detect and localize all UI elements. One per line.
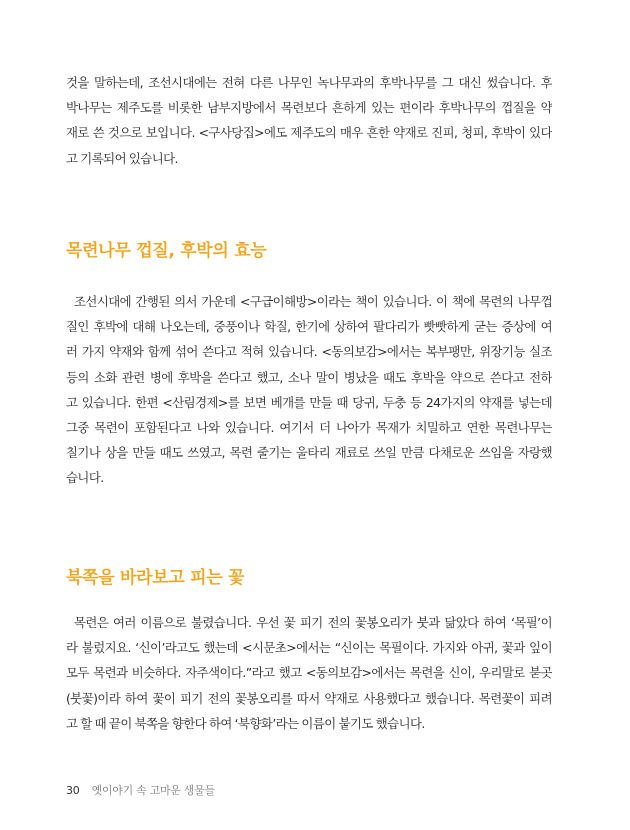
text-line: 습니다. (66, 470, 104, 486)
body-paragraph (66, 289, 552, 491)
body-paragraph (66, 610, 552, 736)
text-line: 라 불렀지요. ‘신이’라고도 했는데 <시문초>에서는 “신이는 목필이다. 가지와 아귀, 꽃과 잎이 (66, 640, 552, 656)
text-line: 고 기록되어 있습니다. (66, 150, 178, 166)
text-line: 것을 말하는데, 조선시대에는 전혀 다른 나무인 녹나무과의 후박나무를 그 대신 썼습니다. 후 (66, 75, 552, 90)
page-number: 30 (66, 784, 80, 797)
section-heading: 북쪽을 바라보고 피는 꽃 (66, 568, 245, 588)
text-line: 박나무는 제주도를 비롯한 남부지방에서 목련보다 흔하게 있는 편이라 후박나무의 껍질을 약 (66, 100, 552, 116)
body-paragraph (66, 70, 552, 171)
text-line: 그중 목련이 포함된다고 나와 있습니다. 여기서 더 나아가 목재가 치밀하고 연한 목련나무는 (66, 420, 552, 436)
text-line: 러 가지 약재와 함께 섞어 쓴다고 적혀 있습니다. <동의보감>에서는 복부팽만, 위장기능 실조 (66, 344, 552, 360)
text-line: 목련은 여러 이름으로 불렸습니다. 우선 꽃 피기 전의 꽃봉오리가 붓과 닮았다 하여 ‘목필’이 (74, 615, 552, 630)
text-line: 모두 목련과 비슷하다. 자주색이다.”라고 했고 <동의보감>에서는 목련을 신이, 우리말로 붇곳 (66, 665, 552, 681)
text-line: 고 할 때 끝이 북쪽을 향한다 하여 ‘북향화’라는 이름이 붙기도 했습니다. (66, 715, 425, 731)
text-line: 칠기나 상을 만들 때도 쓰였고, 목련 줄기는 울타리 재료로 쓰일 만큼 다채로운 쓰임을 자랑했 (66, 445, 552, 461)
text-line: 질인 후박에 대해 나오는데, 중풍이나 학질, 한기에 상하여 팔다리가 빳빳하게 굳는 증상에 여 (66, 319, 552, 335)
text-line: 고 있습니다. 한편 <산림경제>를 보면 베개를 만들 때 당귀, 두충 등 24가지의 약재를 넣는데 (66, 394, 552, 410)
text-line: (붓꽃)이라 하여 꽃이 피기 전의 꽃봉오리를 따서 약재로 사용했다고 했습니다. 목련꽃이 피려 (66, 690, 552, 706)
text-line: 재로 쓴 것으로 보입니다. <구사당집>에도 제주도의 매우 흔한 약재로 진피, 청피, 후박이 있다 (66, 125, 552, 141)
running-title: 옛이야기 속 고마운 생물들 (91, 784, 215, 797)
text-line: 조선시대에 간행된 의서 가운데 <구급이해방>이라는 책이 있습니다. 이 책에 목련의 나무껍 (74, 294, 552, 309)
text-line: 등의 소화 관련 병에 후박을 쓴다고 했고, 소나 말이 병났을 때도 후박을 약으로 쓴다고 전하 (66, 369, 552, 385)
page-footer (66, 782, 215, 798)
section-heading: 목련나무 껍질, 후박의 효능 (66, 241, 267, 261)
